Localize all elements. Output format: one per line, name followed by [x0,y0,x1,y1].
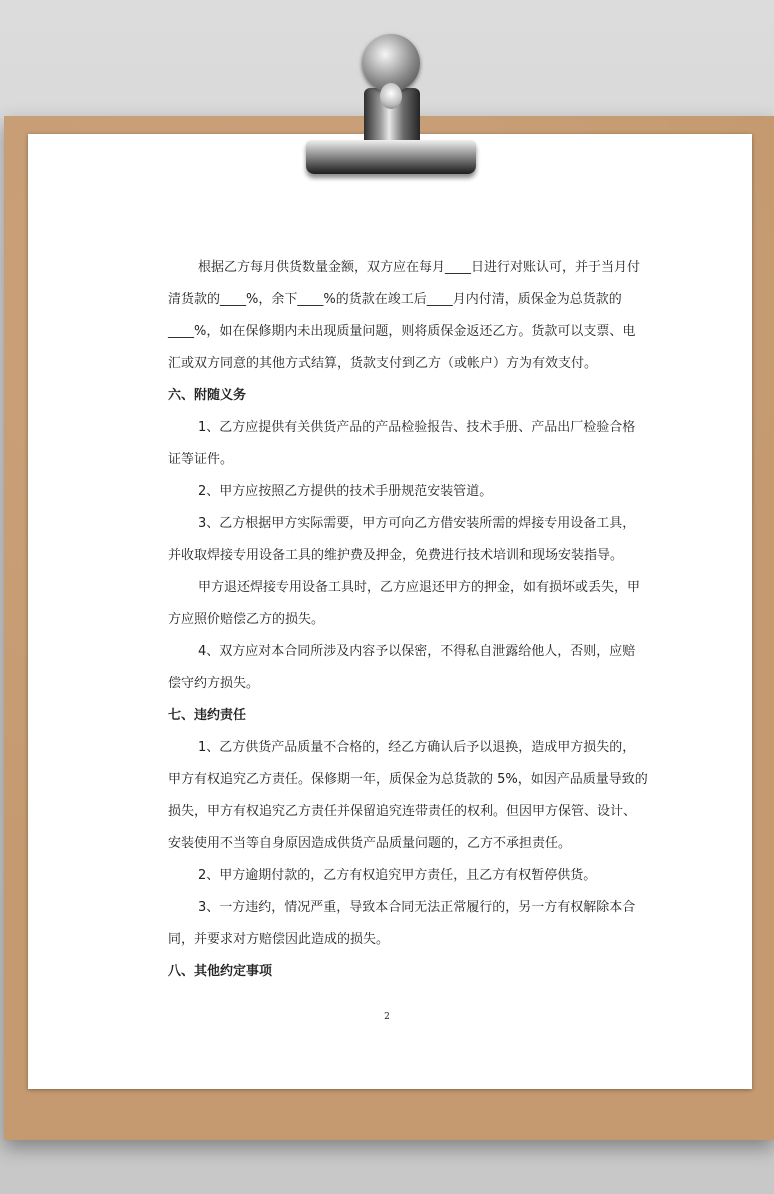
clip-hole [380,83,402,109]
paragraph-6-1: 1、乙方应提供有关供货产品的产品检验报告、技术手册、产品出厂检验合格证等证件。 [168,420,636,467]
paragraph-payment: 根据乙方每月供货数量金额，双方应在每月____日进行对账认可，并于当月付清货款的____%，余下____%的货款在竣工后____月内付清，质保金为总货款的____%，如在保修期内未出现质量问题，则将质保金返还乙方。货款可以支票、电汇或双方同意的其他方式结算，货款支付到乙方（或帐户）方为有效支付。 [168,260,641,371]
paragraph-6-2: 2、甲方应按照乙方提供的技术手册规范安装管道。 [198,484,493,499]
paragraph-6-3-continued: 甲方退还焊接专用设备工具时，乙方应退还甲方的押金，如有损坏或丢失，甲方应照价赔偿乙方的损失。 [168,580,641,627]
page-number: 2 [384,1012,390,1022]
clipboard-clip [300,28,480,178]
contract-text [168,252,648,988]
heading-section-8: 八、其他约定事项 [168,964,273,979]
paragraph-6-4: 4、双方应对本合同所涉及内容予以保密，不得私自泄露给他人，否则，应赔偿守约方损失。 [168,644,636,691]
paragraph-7-2: 2、甲方逾期付款的，乙方有权追究甲方责任，且乙方有权暂停供货。 [198,868,597,883]
clip-base [306,140,476,174]
paragraph-7-1: 1、乙方供货产品质量不合格的，经乙方确认后予以退换，造成甲方损失的，甲方有权追究乙方责任。保修期一年，质保金为总货款的 5%，如因产品质量导致的损失，甲方有权追究乙方责任并保留追究连带责任的权利。但因甲方保管、设计、安装使用不当等自身原因造成供货产品质量问题的，乙方不承担责任。 [168,740,648,851]
paragraph-6-3: 3、乙方根据甲方实际需要，甲方可向乙方借安装所需的焊接专用设备工具，并收取焊接专用设备工具的维护费及押金，免费进行技术培训和现场安装指导。 [168,516,636,563]
paragraph-7-3: 3、一方违约，情况严重，导致本合同无法正常履行的，另一方有权解除本合同，并要求对方赔偿因此造成的损失。 [168,900,636,947]
heading-section-7: 七、违约责任 [168,708,247,723]
heading-section-6: 六、附随义务 [168,388,247,403]
